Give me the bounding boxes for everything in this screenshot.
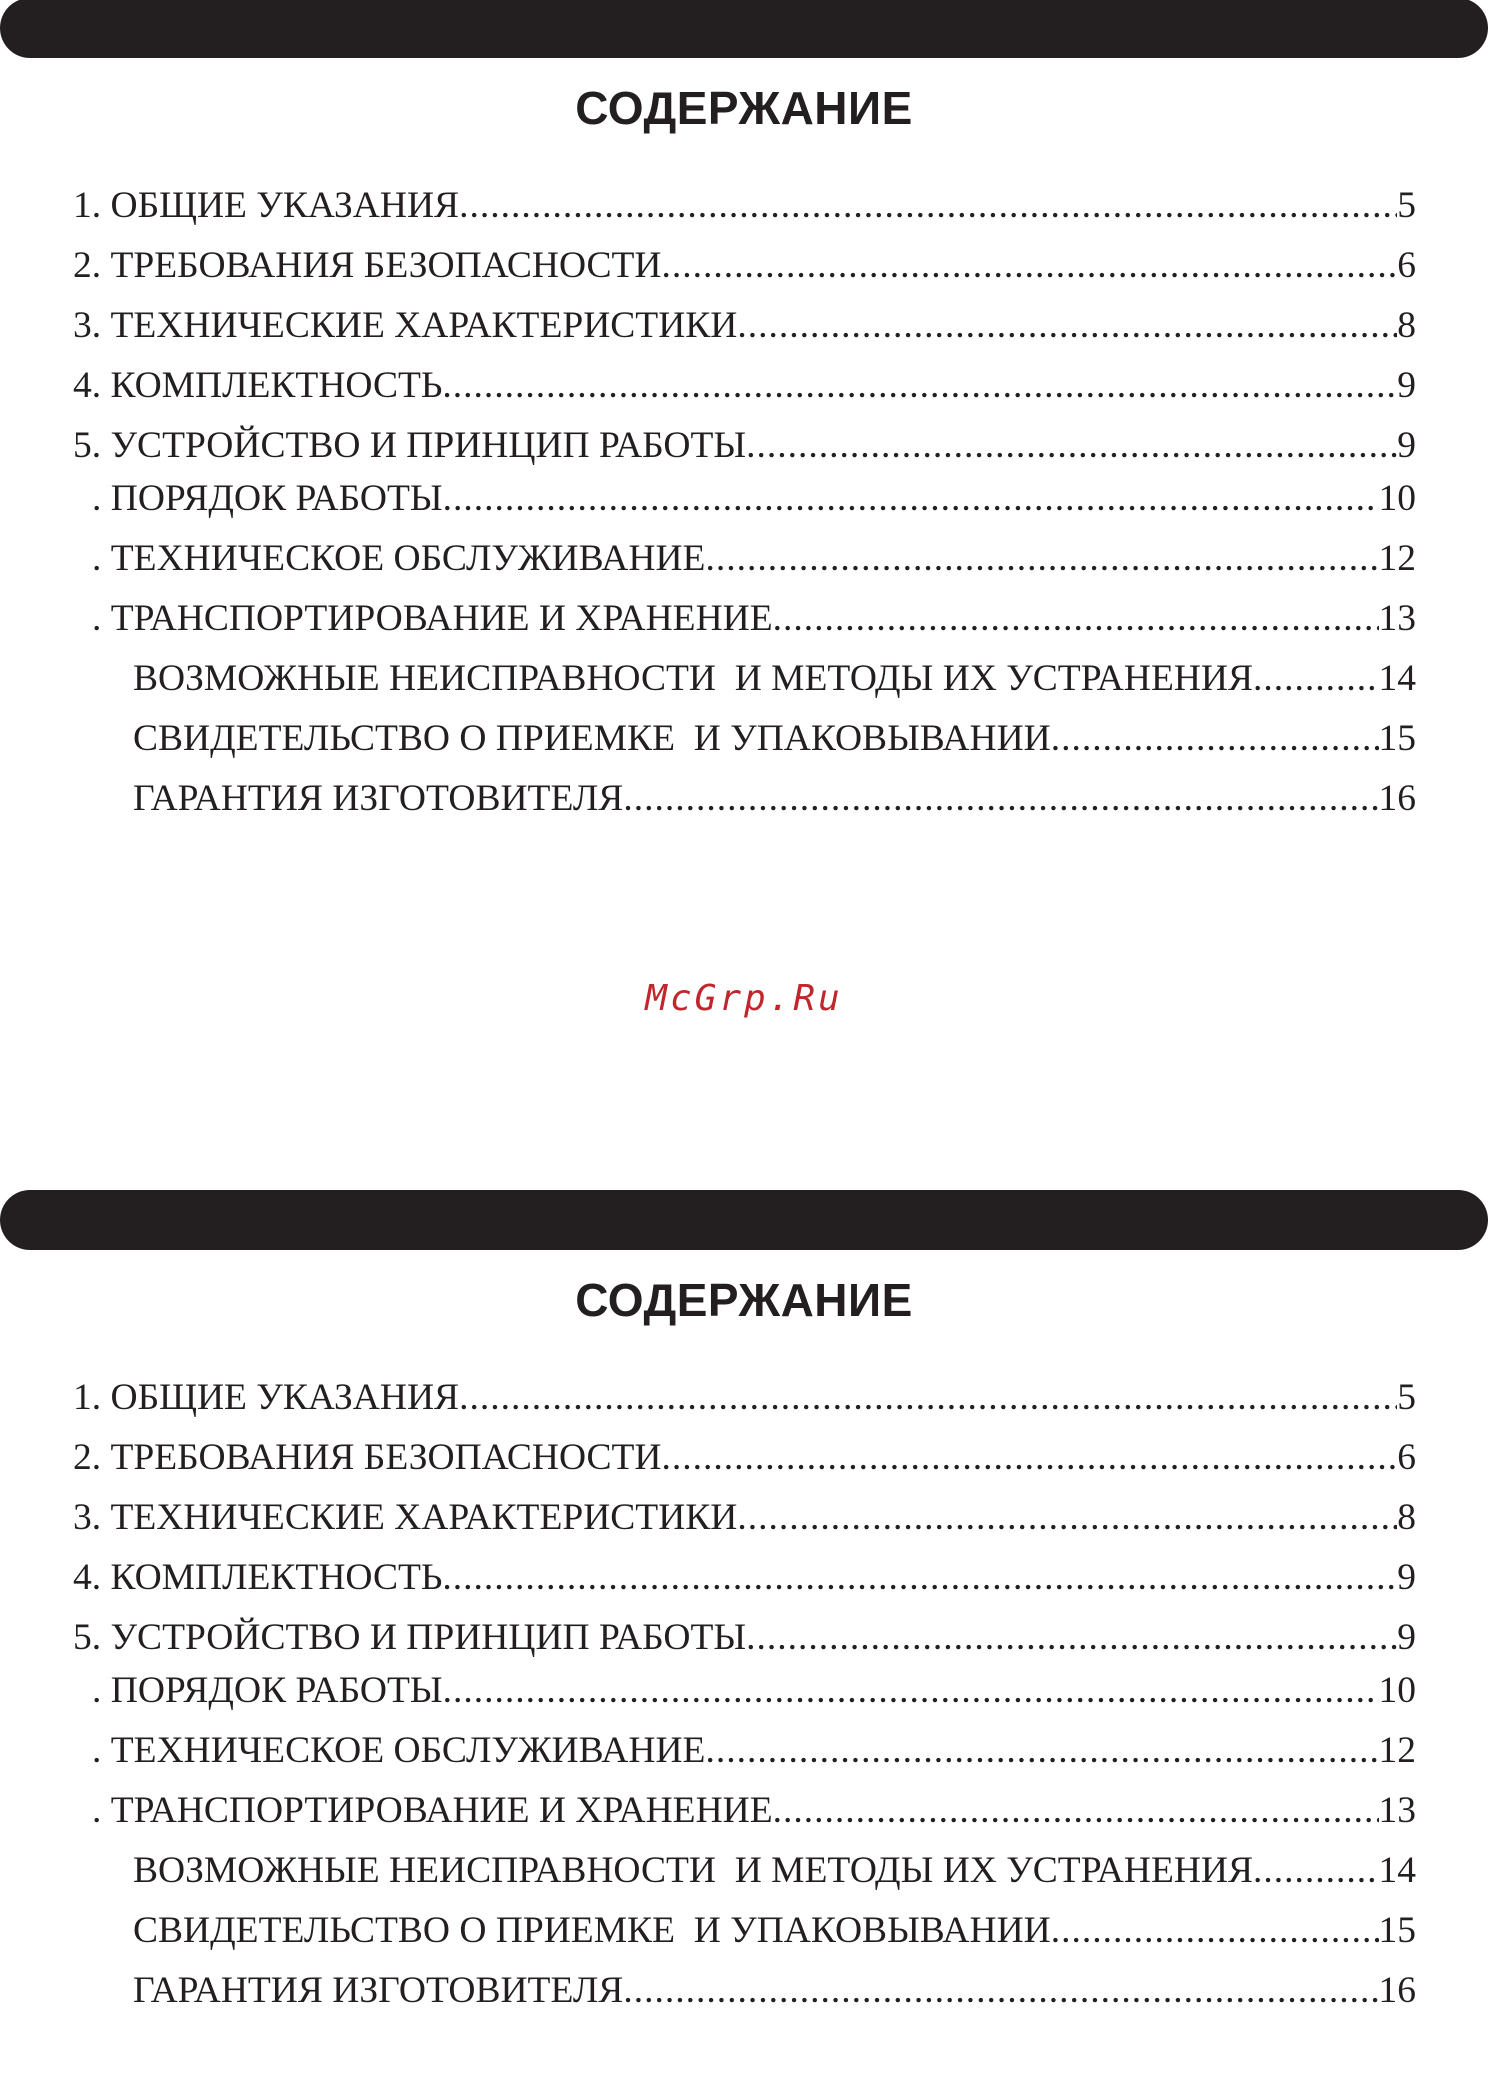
- toc-entry-warranty[interactable]: [133, 1967, 1416, 2015]
- toc-entry-title: СВИДЕТЕЛЬСТВО О ПРИЕМКЕ И УПАКОВЫВАНИИ: [133, 1910, 1051, 1951]
- toc-entry-title: ТЕХНИЧЕСКОЕ ОБСЛУЖИВАНИЕ: [110, 538, 706, 579]
- toc-entry-page: 9: [1397, 425, 1416, 466]
- toc-entry-certificate[interactable]: [133, 1907, 1416, 1955]
- toc-entry-operation[interactable]: [92, 1667, 1416, 1715]
- toc-entry-package[interactable]: [73, 362, 1416, 410]
- dot-leader: [1253, 1847, 1378, 1895]
- toc-entry-transport[interactable]: [92, 1787, 1416, 1835]
- toc-entry-title: ТРЕБОВАНИЯ БЕЗОПАСНОСТИ: [110, 1437, 662, 1478]
- toc-entry-page: 15: [1378, 718, 1416, 759]
- dot-leader: [1051, 715, 1379, 763]
- toc-entry-page: 14: [1378, 658, 1416, 699]
- dot-leader: [1253, 655, 1378, 703]
- toc-entry-page: 9: [1397, 1557, 1416, 1598]
- toc-entry-page: 10: [1378, 1670, 1416, 1711]
- toc-entry-title: ТРАНСПОРТИРОВАНИЕ И ХРАНЕНИЕ: [110, 1790, 773, 1831]
- toc-entry-package[interactable]: [73, 1554, 1416, 1602]
- table-of-contents: [0, 182, 1488, 902]
- toc-entry-title: ТЕХНИЧЕСКОЕ ОБСЛУЖИВАНИЕ: [110, 1730, 706, 1771]
- toc-entry-number: 4.: [73, 1557, 102, 1598]
- header-bar: [0, 1190, 1488, 1250]
- toc-entry-number: 1.: [73, 185, 102, 226]
- toc-entry-title: ВОЗМОЖНЫЕ НЕИСПРАВНОСТИ И МЕТОДЫ ИХ УСТРАНЕНИЯ: [133, 1850, 1254, 1891]
- toc-entry-general[interactable]: [73, 1374, 1416, 1422]
- dot-leader: [737, 1494, 1397, 1542]
- toc-entry-number: 1.: [73, 1377, 102, 1418]
- toc-entry-title: КОМПЛЕКТНОСТЬ: [110, 1557, 443, 1598]
- toc-entry-title: КОМПЛЕКТНОСТЬ: [110, 365, 443, 406]
- dot-leader: [1051, 1907, 1379, 1955]
- toc-entry-safety[interactable]: [73, 242, 1416, 290]
- toc-entry-title: ГАРАНТИЯ ИЗГОТОВИТЕЛЯ: [133, 778, 624, 819]
- toc-entry-page: 15: [1378, 1910, 1416, 1951]
- toc-entry-title: ТЕХНИЧЕСКИЕ ХАРАКТЕРИСТИКИ: [110, 1497, 738, 1538]
- toc-entry-title: ПОРЯДОК РАБОТЫ: [110, 478, 443, 519]
- toc-entry-number: 3.: [73, 305, 102, 346]
- toc-entry-page: 12: [1378, 1730, 1416, 1771]
- dot-leader: [459, 1374, 1397, 1422]
- toc-entry-number: .: [92, 478, 102, 519]
- toc-entry-title: ТРАНСПОРТИРОВАНИЕ И ХРАНЕНИЕ: [110, 598, 773, 639]
- toc-entry-troubleshooting[interactable]: [133, 655, 1416, 703]
- toc-entry-warranty[interactable]: [133, 775, 1416, 823]
- toc-entry-page: 14: [1378, 1850, 1416, 1891]
- toc-entry-transport[interactable]: [92, 595, 1416, 643]
- toc-entry-number: .: [92, 1790, 102, 1831]
- dot-leader: [623, 775, 1378, 823]
- toc-entry-page: 8: [1397, 1497, 1416, 1538]
- toc-entry-number: 5.: [73, 425, 102, 466]
- toc-entry-number: 2.: [73, 1437, 102, 1478]
- toc-entry-design[interactable]: [73, 422, 1416, 470]
- toc-entry-page: 12: [1378, 538, 1416, 579]
- dot-leader: [623, 1967, 1378, 2015]
- toc-entry-certificate[interactable]: [133, 715, 1416, 763]
- toc-entry-number: .: [92, 1670, 102, 1711]
- dot-leader: [442, 1554, 1397, 1602]
- watermark: McGrp.Ru: [645, 978, 843, 1019]
- toc-entry-page: 9: [1397, 1617, 1416, 1658]
- toc-entry-page: 16: [1378, 778, 1416, 819]
- toc-entry-page: 16: [1378, 1970, 1416, 2011]
- dot-leader: [737, 302, 1397, 350]
- toc-entry-design[interactable]: [73, 1614, 1416, 1662]
- dot-leader: [459, 182, 1397, 230]
- toc-entry-number: .: [92, 1730, 102, 1771]
- toc-entry-page: 8: [1397, 305, 1416, 346]
- header-bar: [0, 0, 1488, 58]
- toc-entry-number: 5.: [73, 1617, 102, 1658]
- toc-entry-page: 13: [1378, 598, 1416, 639]
- toc-entry-page: 6: [1397, 245, 1416, 286]
- toc-entry-title: УСТРОЙСТВО И ПРИНЦИП РАБОТЫ: [110, 425, 747, 466]
- dot-leader: [662, 242, 1398, 290]
- toc-entry-number: 3.: [73, 1497, 102, 1538]
- dot-leader: [705, 1727, 1378, 1775]
- dot-leader: [705, 535, 1378, 583]
- toc-entry-maintenance[interactable]: [92, 535, 1416, 583]
- toc-entry-number: .: [92, 538, 102, 579]
- toc-entry-safety[interactable]: [73, 1434, 1416, 1482]
- dot-leader: [746, 422, 1397, 470]
- dot-leader: [442, 362, 1397, 410]
- toc-entry-troubleshooting[interactable]: [133, 1847, 1416, 1895]
- toc-entry-page: 13: [1378, 1790, 1416, 1831]
- toc-entry-page: 5: [1397, 1377, 1416, 1418]
- toc-entry-title: ВОЗМОЖНЫЕ НЕИСПРАВНОСТИ И МЕТОДЫ ИХ УСТРАНЕНИЯ: [133, 658, 1254, 699]
- toc-entry-operation[interactable]: [92, 475, 1416, 523]
- toc-entry-title: СВИДЕТЕЛЬСТВО О ПРИЕМКЕ И УПАКОВЫВАНИИ: [133, 718, 1051, 759]
- toc-entry-specs[interactable]: [73, 302, 1416, 350]
- dot-leader: [443, 475, 1379, 523]
- dot-leader: [773, 595, 1379, 643]
- dot-leader: [773, 1787, 1379, 1835]
- toc-entry-title: ТРЕБОВАНИЯ БЕЗОПАСНОСТИ: [110, 245, 662, 286]
- toc-entry-title: ГАРАНТИЯ ИЗГОТОВИТЕЛЯ: [133, 1970, 624, 2011]
- toc-entry-page: 5: [1397, 185, 1416, 226]
- toc-heading: СОДЕРЖАНИЕ: [575, 1274, 913, 1326]
- toc-entry-title: ПОРЯДОК РАБОТЫ: [110, 1670, 443, 1711]
- toc-entry-number: .: [92, 598, 102, 639]
- toc-entry-page: 9: [1397, 365, 1416, 406]
- dot-leader: [443, 1667, 1379, 1715]
- toc-entry-title: ОБЩИЕ УКАЗАНИЯ: [110, 1377, 460, 1418]
- toc-entry-maintenance[interactable]: [92, 1727, 1416, 1775]
- toc-entry-page: 10: [1378, 478, 1416, 519]
- toc-entry-title: ОБЩИЕ УКАЗАНИЯ: [110, 185, 460, 226]
- toc-entry-general[interactable]: [73, 182, 1416, 230]
- table-of-contents: [0, 1374, 1488, 2094]
- toc-entry-page: 6: [1397, 1437, 1416, 1478]
- toc-entry-number: 4.: [73, 365, 102, 406]
- toc-entry-title: ТЕХНИЧЕСКИЕ ХАРАКТЕРИСТИКИ: [110, 305, 738, 346]
- toc-entry-number: 2.: [73, 245, 102, 286]
- toc-entry-title: УСТРОЙСТВО И ПРИНЦИП РАБОТЫ: [110, 1617, 747, 1658]
- dot-leader: [746, 1614, 1397, 1662]
- toc-heading: СОДЕРЖАНИЕ: [575, 82, 913, 134]
- dot-leader: [662, 1434, 1398, 1482]
- toc-entry-specs[interactable]: [73, 1494, 1416, 1542]
